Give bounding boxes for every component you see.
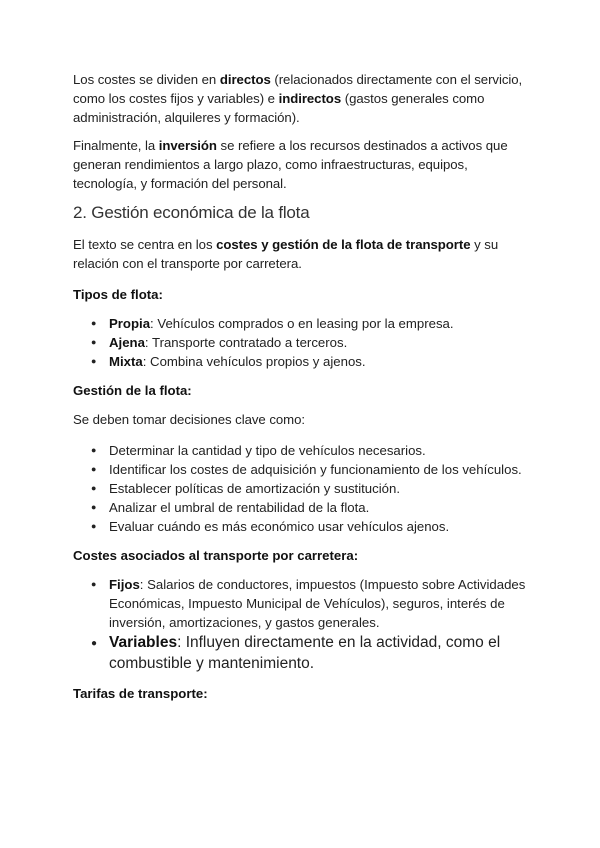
paragraph-decisiones: Se deben tomar decisiones clave como:: [73, 412, 305, 427]
list-item: ● Establecer políticas de amortización y sustitución.: [89, 479, 533, 498]
section-title: 2. Gestión económica de la flota: [73, 203, 310, 222]
list-item: ● Mixta: Combina vehículos propios y ajenos.: [89, 352, 533, 371]
heading-tarifas: Tarifas de transporte:: [73, 686, 208, 701]
paragraph-inversion: Finalmente, la inversión se refiere a los recursos destinados a activos que generan rendimientos a largo plazo, como infraestructuras, equipos, tecnología, y formación del personal.: [73, 138, 508, 191]
list-item: ● Variables: Influyen directamente en la actividad, como el combustible y mantenimiento.: [89, 632, 533, 674]
list-item: ● Analizar el umbral de rentabilidad de la flota.: [89, 498, 533, 517]
list-item: ● Ajena: Transporte contratado a terceros.: [89, 333, 533, 352]
list-item: ● Propia: Vehículos comprados o en leasing por la empresa.: [89, 314, 533, 333]
list-item: ● Evaluar cuándo es más económico usar vehículos ajenos.: [89, 517, 533, 536]
list-tipos-flota: [73, 314, 533, 371]
paragraph-costes-tipos: Los costes se dividen en directos (relacionados directamente con el servicio, como los costes fijos y variables) e indirectos (gastos generales como administración, alquileres y formación).: [73, 72, 523, 125]
document-page: [73, 70, 533, 713]
list-gestion-flota: [73, 441, 533, 536]
list-item: ● Fijos: Salarios de conductores, impuestos (Impuesto sobre Actividades Económicas, Impuesto Municipal de Vehículos), seguros, interés de inversión, amortizaciones, y gastos generales.: [89, 575, 533, 632]
list-item: ● Identificar los costes de adquisición y funcionamiento de los vehículos.: [89, 460, 533, 479]
paragraph-intro-flota: El texto se centra en los costes y gestión de la flota de transporte y su relación con el transporte por carretera.: [73, 237, 499, 271]
heading-costes-transporte: Costes asociados al transporte por carretera:: [73, 548, 359, 563]
list-costes: [73, 575, 533, 674]
heading-gestion-flota: Gestión de la flota:: [73, 383, 192, 398]
heading-tipos-flota: Tipos de flota:: [73, 287, 163, 302]
list-item: ● Determinar la cantidad y tipo de vehículos necesarios.: [89, 441, 533, 460]
